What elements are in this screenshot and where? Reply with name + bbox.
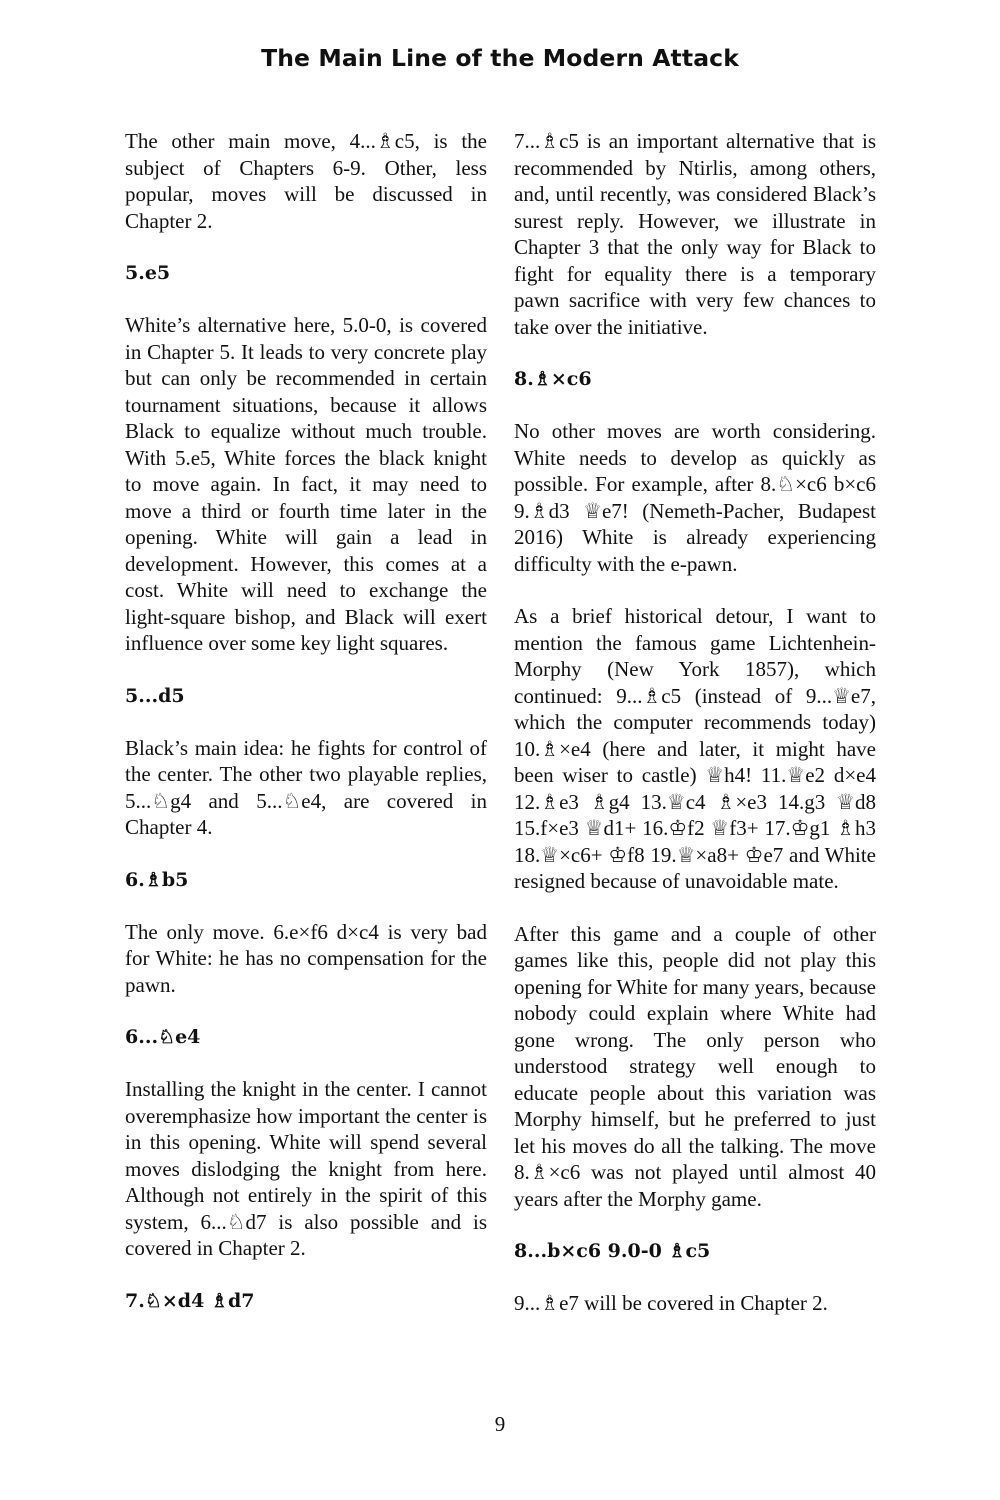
move-heading: 8...b×c6 9.0-0 ♗c5 (514, 1240, 711, 1262)
paragraph: The other main move, 4...♗c5, is the subject of Chapters 6-9. Other, less popular, moves will be discussed in Chapter 2. (125, 129, 487, 233)
paragraph: The only move. 6.e×f6 d×c4 is very bad for White: he has no compensation for the pawn. (125, 919, 487, 997)
paragraph: Black’s main idea: he fights for control of the center. The other two playable replies, 5...♘g4 and 5...♘e4, are covered in Chapter 4. (125, 735, 487, 839)
paragraph: 7...♗c5 is an important alternative that is recommended by Ntirlis, among others, and, until recently, was considered Black’s surest reply. However, we illustrate in Chapter 3 that the only way for Black to fight for equality there is a temporary pawn sacrifice with very few chances to take over the initiative. (514, 129, 876, 339)
page-title: The Main Line of the Modern Attack (261, 44, 739, 72)
move-heading: 6.♗b5 (125, 868, 189, 891)
page-number: 9 (494, 1412, 506, 1436)
move-heading: 7.♘×d4 ♗d7 (125, 1289, 255, 1312)
move-heading: 6...♘e4 (125, 1026, 201, 1048)
move-heading: 5.e5 (125, 262, 171, 284)
paragraph: White’s alternative here, 5.0-0, is covered in Chapter 5. It leads to very concrete play but can only be recommended in certain tournament situations, because it allows Black to equalize without much trouble. With 5.e5, White forces the black knight to move again. In fact, it may need to move a third or fourth time later in the opening. White will gain a lead in development. However, this comes at a cost. White will need to exchange the light-square bishop, and Black will exert influence over some key light squares. (125, 313, 487, 655)
move-heading: 5...d5 (125, 684, 185, 707)
left-column (125, 128, 487, 1340)
move-heading: 8.♗×c6 (514, 368, 592, 390)
paragraph: No other moves are worth considering. White needs to develop as quickly as possible. For example, after 8.♘×c6 b×c6 9.♗d3 ♕e7! (Nemeth-Pacher, Budapest 2016) White is already experiencing difficulty with the e-pawn. (514, 419, 876, 576)
paragraph: 9...♗e7 will be covered in Chapter 2. (514, 1291, 828, 1315)
paragraph: Installing the knight in the center. I cannot overemphasize how important the center is in this opening. White will spend several moves dislodging the knight from here. Although not entirely in the spirit of this system, 6...♘d7 is also possible and is covered in Chapter 2. (125, 1077, 487, 1260)
paragraph: After this game and a couple of other games like this, people did not play this opening for White for many years, because nobody could explain where White had gone wrong. The only person who understood strategy well enough to educate people about this variation was Morphy himself, but he preferred to just let his moves do all the talking. The move 8.♗×c6 was not played until almost 40 years after the Morphy game. (514, 921, 876, 1211)
right-column (514, 128, 876, 1343)
paragraph: As a brief historical detour, I want to mention the famous game Lichtenhein-Morphy (New York 1857), which continued: 9...♗c5 (instead of 9...♕e7, which the computer recommends today) 10.♗×e4 (here and later, it might have been wiser to castle) ♕h4! 11.♕e2 d×e4 12.♗e3 ♗g4 13.♕c4 ♗×e3 14.g3 ♕d8 15.f×e3 ♕d1+ 16.♔f2 ♕f3+ 17.♔g1 ♗h3 18.♕×c6+ ♔f8 19.♕×a8+ ♔e7 and White resigned because of unavoidable mate. (514, 604, 876, 893)
